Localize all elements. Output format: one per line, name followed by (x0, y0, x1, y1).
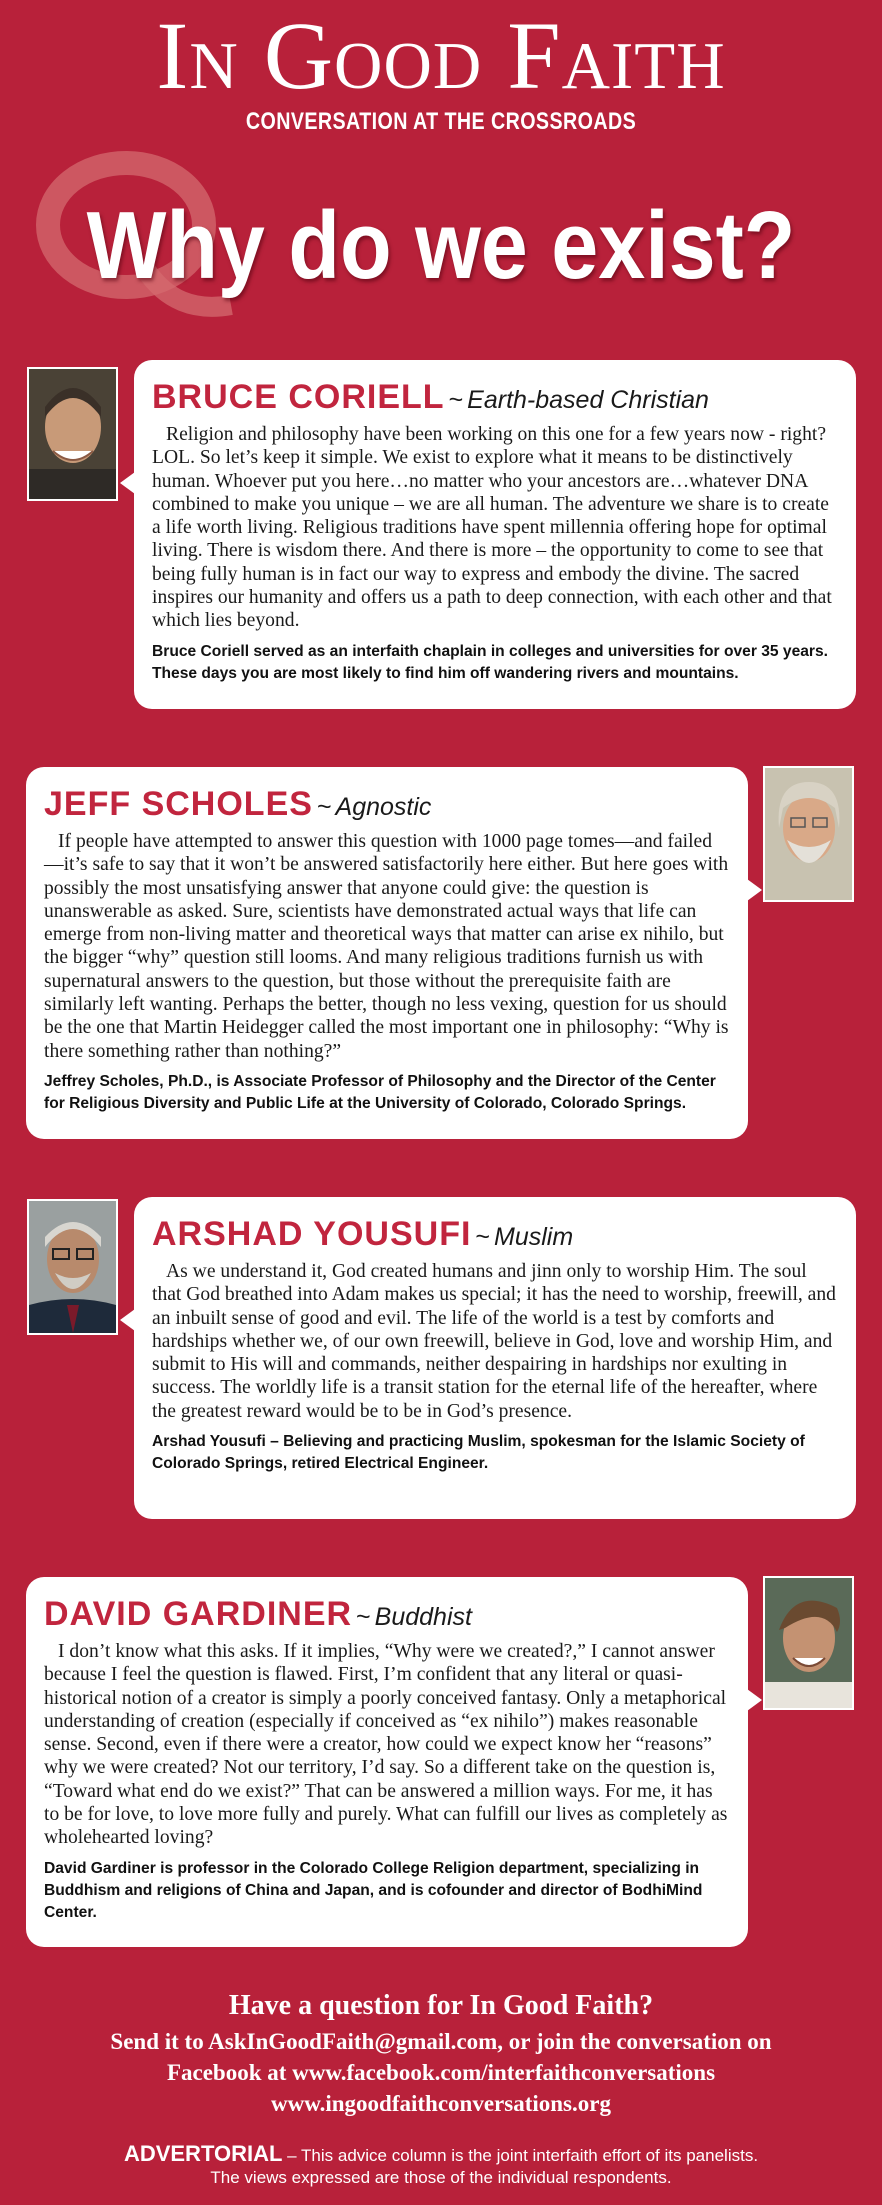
tilde: ~ (316, 793, 332, 821)
panelist-card-arshad-yousufi (134, 1197, 856, 1519)
panelist-name: DAVID GARDINER (44, 1595, 353, 1633)
panelist-answer: I don’t know what this asks. If it implies, “Why were we created?,” I cannot answer because I feel the question is flawed. First, I’m confident that any literal or quasi-historical notion of a creator is simply a poorly conceived fantasy. Only a metaphorical understanding of creation (especially if conceived as “ex nihilo”) makes reasonable sense. Second, even if there were a creator, how could we expect know her “reasons” why we were created? Not our territory, I’d say. So a different take on the question is, “Toward what end do we exist?” That can be answered a million ways. For me, it has to be for love, to love more fully and purely. What can fulfill our lives as completely as wholehearted loving? (44, 1641, 728, 1849)
masthead-subtitle: CONVERSATION AT THE CROSSROADS (245, 108, 637, 135)
masthead (0, 2, 882, 136)
masthead-title: In Good Faith (156, 2, 726, 109)
avatar-bruce-coriell (27, 367, 118, 501)
panelist-name: BRUCE CORIELL (152, 378, 445, 416)
panelist-affiliation: Agnostic (335, 793, 432, 821)
panelist-bio: Bruce Coriell served as an interfaith chaplain in colleges and universities for over 35 years. These days you are most likely to find him off wandering rivers and mountains. (152, 642, 828, 682)
avatar-david-gardiner (763, 1576, 854, 1710)
avatar-arshad-yousufi (27, 1199, 118, 1335)
advertorial-text-1: – This advice column is the joint interfaith effort of its panelists. (282, 2146, 759, 2165)
tilde: ~ (356, 1603, 371, 1631)
panelist-bio: David Gardiner is professor in the Colorado College Religion department, specializing in Buddhism and religions of China and Japan, and is cofounder and director of BodhiMind Center. (44, 1859, 703, 1921)
panelist-card-david-gardiner (26, 1577, 748, 1947)
footer-cta (0, 1990, 882, 2119)
tilde: ~ (475, 1223, 491, 1251)
panelist-card-bruce-coriell (134, 360, 856, 709)
panelist-affiliation: Buddhist (374, 1603, 472, 1631)
advertorial-label: ADVERTORIAL (123, 2141, 283, 2166)
panelist-name: ARSHAD YOUSUFI (152, 1215, 472, 1253)
column-question: Why do we exist? (86, 192, 796, 299)
advertorial-note (0, 2143, 882, 2189)
panelist-affiliation: Earth-based Christian (467, 386, 709, 414)
avatar-jeff-scholes (763, 766, 854, 902)
footer-line-email: Send it to AskInGoodFaith@gmail.com, or join the conversation on (110, 2029, 772, 2054)
panelist-card-jeff-scholes (26, 767, 748, 1139)
panelist-bio: Jeffrey Scholes, Ph.D., is Associate Professor of Philosophy and the Director of the Center for Religious Diversity and Public Life at the University of Colorado, Colorado Springs. (44, 1072, 716, 1112)
panelist-name: JEFF SCHOLES (44, 785, 313, 823)
panelist-bio: Arshad Yousufi – Believing and practicing Muslim, spokesman for the Islamic Society of Colorado Springs, retired Electrical Engineer. (152, 1433, 805, 1473)
footer-question: Have a question for In Good Faith? (228, 1990, 654, 2021)
footer-line-facebook: Facebook at www.facebook.com/interfaithconversations (166, 2060, 716, 2085)
advertorial-text-2: The views expressed are those of the individual respondents. (210, 2168, 672, 2187)
panelist-answer: Religion and philosophy have been working on this one for a few years now - right? LOL. So let’s keep it simple. We exist to explore what it means to be distinctively human. Whoever put you here…no matter who your ancestors are…whatever DNA combined to make you unique – we are all human. The adventure we share is to create a life worth living. Religious traditions have spent millennia offering hope for optimal living. There is wisdom there. And there is more – the opportunity to come to see that being fully human is in fact our way to express and embody the divine. The sacred inspires our humanity and offers us a path to deep connection, with each other and that which lies beyond. (152, 424, 832, 632)
footer-line-website: www.ingoodfaithconversations.org (271, 2091, 611, 2116)
panelist-affiliation: Muslim (494, 1223, 574, 1251)
panelist-answer: If people have attempted to answer this question with 1000 page tomes—and failed—it’s safe to say that it won’t be answered satisfactorily here either. But here goes with possibly the most unsatisfying answer that anyone could give: the question is unanswerable as asked. Sure, scientists have demonstrated actual ways that life can emerge from non-living matter and theoretical ways that matter can arise ex nihilo, but the bigger “why” question still looms. And many religious traditions furnish us with supernatural answers to the question, but those without the prerequisite faith are similarly left wanting. Perhaps the better, though no less vexing, question for us should be the one that Martin Heidegger called the most important one in philosophy: “Why is there something rather than nothing?” (44, 831, 729, 1062)
panelist-answer: As we understand it, God created humans and jinn only to worship Him. The soul that God breathed into Adam makes us special; it has the need to worship, freewill, and an inbuilt sense of good and evil. The life of the world is a test by comforts and hardships whether we, of our own freewill, believe in God, love and worship Him, and submit to His will and commands, neither despairing in hardships nor exulting in success. The worldly life is a transit station for the eternal life of the hereafter, where the greatest reward would be to be in God’s presence. (152, 1261, 836, 1422)
tilde: ~ (448, 386, 464, 414)
